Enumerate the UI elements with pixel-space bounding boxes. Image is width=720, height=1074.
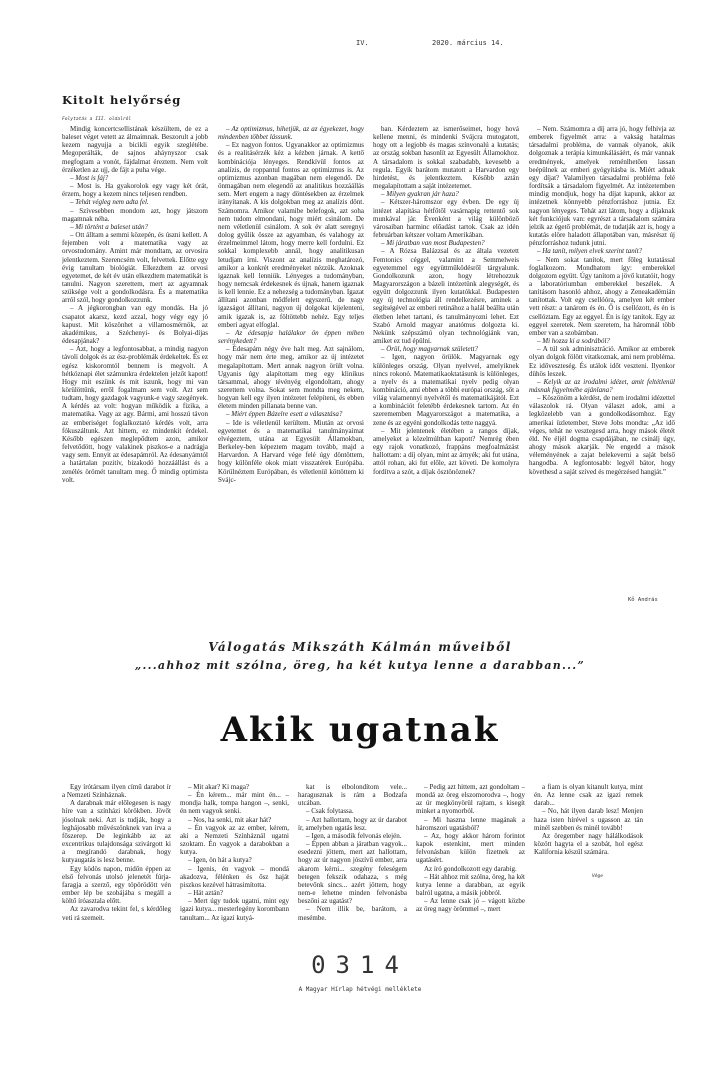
paragraph: – Igen, a második felvonás elején. (306, 831, 402, 840)
paragraph: kat is elbolondítom vele... haragusznak is rám a Bodzafa utcában. (298, 783, 407, 808)
issue-date: 2020. március 14. (432, 39, 504, 47)
paragraph: – Éppen abban a járatban vagyok... esedezni jöttem, mert azt hallottam, hogy az úr nagyon jószívű ember, arra akarom kérni... szegény feleségem betegen fekszik odahaza, s még betevőnk sincs... azért jöttem, hogy nem-e lehetne minden felvonásba beszőni az ugatást? (298, 840, 407, 906)
story-column-1 (62, 783, 171, 933)
paragraph: – Ide is véletlenül kerültem. Miután az orvosi egyetemet és a matematikai tanulmányaimat elvégeztem, utána az Egyesült Államokban, Berkeley-ben képeztem magam tovább, majd a Harvardon. A Harvard vége felé úgy döntöttem, hogy különféle okok miatt visszatérek Európába. Körülnéztem Európában, és véletlenül köttöttem ki Svájc- (218, 418, 364, 484)
paragraph: – Mi járatban van most Budapesten? (381, 239, 485, 248)
paragraph: A darabnak már előlegesen is nagy híre van a színházi körökben. Jövőt jósolnak neki. Azt is tudják, hogy a leghájosabb művészönknek van írva a főszerep. De leginkább az az excentrikus tulajdonsága szivárgott ki a megírandó darabnak, hogy kutyaugatás is lesz benne. (62, 799, 171, 865)
paragraph: – A túl sok adminisztráció. Amikor az emberek olyan dolgok fölött vitatkoznak, ami nem probléma. Ez időveszteség. És utálok időt veszteni. Ilyenkor dühös leszek. (529, 345, 675, 378)
paragraph: – Mert úgy tudok ugatni, mint egy igazi kutya... mesterlegény korombann tanultam... Az igazi kutyá- (180, 897, 289, 922)
paragraph: – Azt, hogy a legfontosabbat, a mindig nagyon távoli dolgok és az ész-problémák érdekeltek. És ez egész kiskoromtól bennem is megvolt. A hétköznapi élet számunkra érdektelen jelzőt kapott! Hogy mit eszünk és mit iszunk, hogy mi van körülöttünk, erről fogalmam sem volt. Azt sem tudtam, hogy gazdagok vagyunk-e vagy szegények. A kérdés az volt: hogyan működik a fizika, a matematika. Vagy az agy. Bármi, ami hosszú távon az emberiséget foglalkoztató kérdés volt, arra fókuszáltunk. Azt hittem, ez mindenkit érdekel. Később egészen meglepődtem azon, amikor felvetődött, hogy valakinek piszkos-e a nadrágja vagy sem. Ennyit az édesapámról. Az édesanyámtól a határtalan pozitív, bizakodó hozzáállást és a zenélés örömét tanultam meg. Ő mindig optimista volt. (62, 345, 208, 484)
paragraph: – Ott álltam a semmi közepén, és úszni kellett. A fejemben volt a matematika vagy az orvostudomány. Amint már mondtam, az orvosira jelentkeztem. Szerencsém volt, felvettek. Előtte egy évig tanultam biológiát. Elkezdtem az orvosi egyetemet, de két év után elkezdtem matematikát is tanulni. Nagyon szerettem, mert az agyamnak szüksége volt a gondolkodásra. És a matematika arról szól, hogy gondolkozzunk. (62, 231, 208, 305)
paragraph: Az öregember nagy hálálkodások között hagyta el a szobát, hol egész Kalifornia készül számára. (534, 831, 643, 857)
paragraph: – Én vagyok az az ember, kérem, aki a Nemzeti Színháznál ugatni szoktam. Én vagyok a darabokban a kutya. (180, 823, 289, 857)
paragraph: – No, hát ilyen darab lesz! Menjen haza isten hírével s ugasson az tán minél szebben és minél tovább! (534, 807, 643, 832)
paragraph: – Mit jelentenek életében a rangos díjak, amelyeket a közelmúltban kapott? Nemrég ében egy rajok vonatkozó, frappáns megfoalmázást hallottam: a díj olyan, mint az árnyék; aki fut utána, attól rohan, aki fut előle, azt követi. De komolyra fordítva a szót, a díjak ösztönöznek? (373, 426, 519, 476)
paragraph: Az zavarodva tekint fel, s kérdőleg veti rá szemeit. (62, 905, 171, 922)
paragraph: – Igen, ön hát a kutya? (188, 856, 252, 865)
paragraph: – Az, hogy akkor három forintot kapok estenkint, mert minden felvonásban külön fizetnek az ugatásért. (416, 831, 525, 865)
paragraph: – Nos, ha senki, mit akar hát? (188, 815, 272, 824)
article-column-4 (529, 125, 675, 570)
paragraph: – Hát aztán? (188, 889, 223, 898)
paragraph: – Az édesapja halálakor ön éppen miben serénykedett? (218, 328, 364, 346)
paragraph: – A Rózsa Balázzsal és az általa vezetett Femtonics céggel, valamint a Semmelweis egyetemmel egy együttműködésről tárgyalunk. Gondolkozunk azon, hogy létrehozzuk Magyarországon a bázeli intézetünk alegységét, és együtt dolgozzunk ilyen kutatókkal. Budapesten egy új technológia áll rendelkezésre, aminek a segítségével az emberi retinához a halál beálltа után életben lehet tartani, és tanulmányozni lehet. Ezt Szabó Arnold magyar anatómus dolgozta ki. Nekünk szépszámú olyan technológiánk van, amiket ez tud épülni. (373, 247, 519, 346)
paragraph: – Édesapám négy éve halt meg. Azt sajnálom, hogy már nem érte meg, amikor az új intézetet megalapítottam. Mert annak nagyon örült volna. Ugyanis úgy alapítottam meg egy klinikus társammal, ahogy tévényég elgondoltam, ahogy szerettem volna. Sokat sem mondta meg nekem, hogyan kell egy ilyen intézetet felépíteni, és ebben életem minden pillanata benne van. (218, 345, 364, 411)
paragraph: – Köszönöm a kérdést, de nem irodalmi idézettel válaszolok rá. Olyan választ adok, ami a legközelebb van a gondolkodásomhoz. Egy amerikai üzletember, Steve Jobs mondta: „Az idő véges, tehát ne vesztegesd arra, hogy mások életét éld. Ne éljél dogma csapdájában, ne csinálj úgy, ahogy mások akarják. Ne engedd a mások véleményének a zajat belekeverni a saját belső hangodba. A legfontosabb: legyél bátor, hogy követhesd a saját szíved és megérzésed hangját.” (529, 394, 675, 476)
paragraph: – Nem illik be, barátom, a mesémbe. (298, 905, 407, 922)
paragraph: – A jégkorongban van egy mondás. Ha jó csapatot akarsz, kezd azzal, hogy végy egy jó kapust. Mit köszönhet a villamosmérnök, az akadémikus, a Széchenyi- és Bolyai-díjas édesapjának? (62, 304, 208, 346)
article-column-2 (218, 125, 364, 605)
paragraph: Mindig koncertcsellistának készültem, de ez a baleset véget vetett az álmaimnak. Beszorult a jobb kezem nagyujja a bicikli egyik szeglétébe. Megoperálták, de sajnos aháynyszor csak megfogtam a vonót, fájdalmat éreztem. Nem volt érzéketlen az ujj, de fájt a puha vége. (62, 125, 208, 174)
paragraph: – Mi történt a baleset után? (70, 222, 148, 231)
paragraph: – Mi hozza ki a sodrából? (537, 337, 610, 346)
paragraph: ban. Kérdeztem az ismerőseimet, hogy hová kellene menni, és mindenki Svájcra mutogatott, hogy ott a legjobb és magas színvonalú a kutatás; az ország sokban hasonlít az Egyesült Államokhoz. A társadalom is sokkal szabadabb, kevesebb a regula. Egyik barátom mutatott a Harvardon egy hirdetést, és jelentkeztem. Később aztán megalapítottam a saját intézetemet. (373, 125, 519, 191)
paragraph: – Szívesebben mondom azt, hogy játszom magamnak néha. (62, 206, 208, 223)
story-end-mark: Vége (592, 874, 604, 879)
paragraph: a fiam is olyan kitanult kutya, mint én. Az lenne csak az igazi remek darab... (534, 783, 643, 808)
paragraph: – Most is fáj? (70, 173, 109, 182)
story-column-2 (180, 783, 289, 933)
paragraph: – Nem sokat tanítok, mert főleg kutatással foglalkozom. Mondhatom így: emberekkel dolgozom együtt. Úgy tanítom a jövő kutatóit, hogy a laboratóriumban emberekkel beszélek. A tanításom hasonló ahhoz, ahogy a Zeneakadémián tanítottak. Volt egy csellóóra, amelyen két ember vett részt: a tanárom és én. Ő is csellózott, és én is csellóztam. Egy az eggyel. Én is így tanítok. Egy az eggyel szeretek. Nem szeretem, ha háromnál több ember van a szobámban. (529, 255, 675, 337)
paragraph: Egy ködös napon, midőn éppen az első felvonás utolsó jelenetét fúrja-faragja a szerző, egy töpörödött vén ember lép be szobájába s megáll a költő íróasztala előtt. (62, 864, 171, 906)
supplement-number: 0314 (311, 951, 409, 979)
paragraph: Az író gondolkozott egy darabig. (424, 864, 517, 873)
paragraph: – Mit akar? Ki maga? (188, 783, 250, 791)
article-column-1 (62, 125, 208, 605)
story-column-4 (416, 783, 525, 933)
article-signature: Kő András (628, 597, 658, 603)
paragraph: – Azt hallottam, hogy az úr darabot ír, amelyben ugatás lesz. (298, 815, 407, 832)
paragraph: Egy írótársam ilyen című darabot ír a Nemzeti Színháznak. (62, 783, 171, 800)
paragraph: – Kelyik az az irodalmi idézet, amit feltétlenül másnak figyelmébe ajánlana? (529, 377, 675, 394)
article-title: Kitolt helyőrség (62, 93, 182, 107)
supplement-caption: A Magyar Hírlap hétvégi melléklete (298, 986, 422, 993)
story-column-3 (298, 783, 407, 933)
paragraph: – Mi hasznа lenne magának a háromszori ugatásból? (416, 815, 525, 832)
paragraph: – Kétszer-háromszor egy évben. De egy új intézet alapítása hétfőtől vasárnapig rettentő sok munkával jár. Évenként a világ különböző városaiban harminc előadást tartok. Csak az idén februárban kétszer voltam Amerikában. (373, 198, 519, 240)
feature-title: Akik ugatnak (220, 710, 500, 750)
article-column-3 (373, 125, 519, 605)
paragraph: – Örül, hogy magyarnak született? (381, 345, 479, 354)
paragraph: – Én kérem... már mint én... – mondja halk, tompa hangon –, senki, én nem vagyok senki. (180, 791, 289, 816)
paragraph: – Hát ahhoz mit szólna, öreg, ha két kutya lenne a darabban, az egyik balról ugatna, a másik jobbról. (416, 872, 525, 898)
paragraph: – Tehát végleg nem adta fel. (70, 198, 149, 207)
paragraph: – Most is. Ha gyakorolok egy vagy két órát, érzem, hogy a kezem nincs teljesen rendben. (62, 182, 208, 199)
paragraph: – Ha tanít, milyen elvek szerint tanít? (537, 247, 643, 256)
paragraph: – Milyen gyakran jár haza? (381, 190, 459, 199)
paragraph: – Az optimizmus, hihetjük, az az égyekezet, hogy mindenben többet lássunk. (218, 125, 364, 142)
article-continuation-note: Folytatás a III. oldalról (62, 117, 132, 122)
paragraph: – Pedig azt hittem, azt gondoltam – mondá az öreg elszomorodva –, hogy az úr megkönyörül rajtam, s kisegít minket a nyomorból. (416, 783, 525, 816)
paragraph: – Nem. Számomra a díj arra jó, hogy felhívja az emberek figyelmét arra: a vakság hatalmas társadalmi probléma, de vannak olyanok, akik dolgoznak a terápia kimunkálásáért, és már vannak eredmények, amelyek reménlhetően lassan beépülnek az emberi gyógyításba is. Miért adnak egy díjat? Valamilyen társadalmi probléma felé fordítsák a társadalom figyelmét. Az intézetemben mindig mondjuk, hogy ha díjat kapunk, akkor az intézetnek könnyebb pénzforráshoz jutnia. Ez nagyon lényeges. Tehát azt látom, hogy a díjaknak két funkciójuk van: egyrészt a társadalom számára jelzik az égető problémát, de tudatják azt is, hogy a kutatás elöre haladott állapotában van, másrészt új pénzforráshoz tudunk jutni. (529, 125, 675, 248)
paragraph: – Az lenne csak jó – vágott közbe az öreg nagy örömmel –, mert (416, 897, 525, 914)
selection-line: Válogatás Mikszáth Kálmán műveiből (208, 640, 512, 654)
story-column-5 (534, 783, 643, 863)
paragraph: – Igenis, én vagyok – mondá akadozva, félénken és ősz haját piszkos kezével hátrasimította. (180, 864, 289, 889)
page-number: IV. (356, 39, 369, 47)
quote-line: „...ahhoz mit szólna, öreg, ha két kutya lenne a darabban...” (134, 659, 586, 672)
paragraph: – Igen, nagyon örülök. Magyarnak egy különleges ország. Olyan nyelvvel, amelyiknek nincs rokonó. Matematikaoktatásunk is különleges, a nyelv és a matematikai nyelv pedig olyan kombináció, ami ebben a többi európai ország, sőt a világ valamennyi nyelvétől és matematikájától. Ezt a kombinációt feletébb érdekesnek tartom. Az én szerememben Magyarországot a matematika, a zene és az egyéni gondolkodás tette naggyá. (373, 353, 519, 427)
paragraph: – Csak folytassa. (306, 807, 354, 816)
paragraph: – Ez nagyon fontos. Ugyanakkor az optimizmus és a realitásérzék kéz a kézben járnak. A kettő kombinációja lényeges. Rendkívül fontos az analízis, de roppantul fontos az optimizmus is. Az optimizmus azonban magában nem elegendő. De önmagában nem elegendő az analitikus hozzáállás sem. Mert engem a nagy döntésekben az érzelmek irányítanak. A kis dolgokban meg az analízis dönt. Számomra. Amikor valamibe belefogok, azt soha nem tudom elmondani, hogy miért csinálom. De nem véletlenül csinálom. A sok év alatt seregnyi dolog gyűlik össze az agyamban, és valahogy az érzelmeimmel látom, hogy merre kell fordulni. Ez sokkal komplexebb annál, hogy analitikusan letudjam írni. Viszont az analízis meghatározó, amikor a konkrét eredményeket nézzük. Azoknak igaznak kell lenniük. Lényeges a tudományban, hogy nemcsak érdekesnek és újnak, hanem igaznak is kell lennie. Ez a nehezség a tudományban. Igazat állítani azonban mődfelett egyszerű, de nagy igazságot állítani, nagyon új dolgokat kijelenteni, amik igazak is, az föltöttebb nehéz. Egy teljes emberi agyat elfoglal. (218, 141, 364, 329)
paragraph: – Miért éppen Bázelre esett a választása? (226, 410, 343, 419)
